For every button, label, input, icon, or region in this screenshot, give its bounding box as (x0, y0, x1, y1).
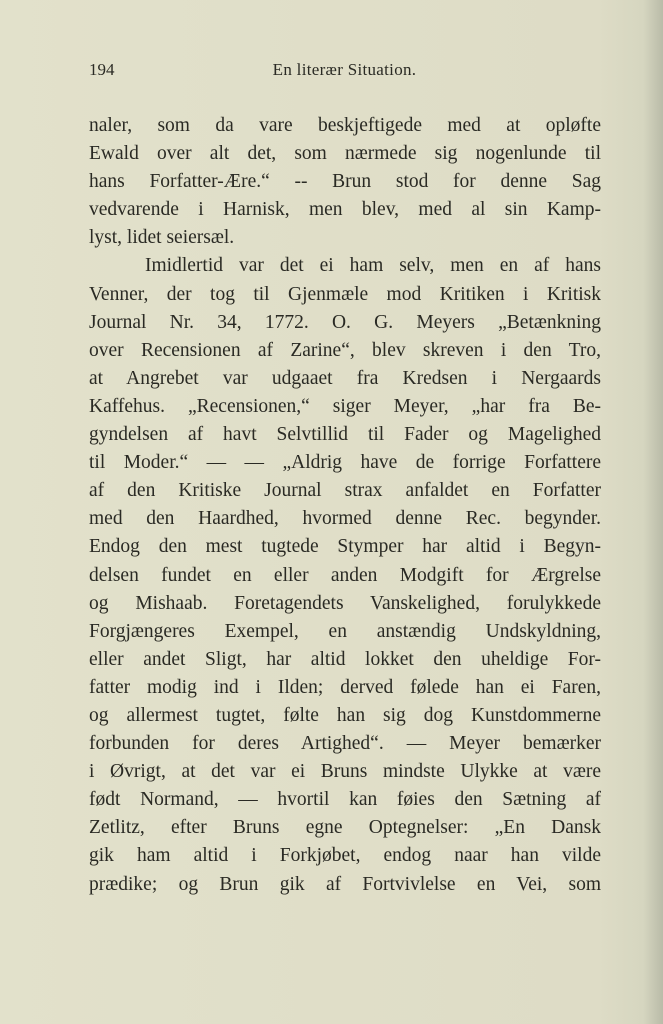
text-line: og allermest tugtet, følte han sig dog Kunstdommerne (89, 704, 601, 726)
text-line: Endog den mest tugtede Stymper har altid i Begyn- (89, 536, 601, 558)
text-line: Venner, der tog til Gjenmæle mod Kritiken i Kritisk (89, 283, 601, 305)
text-line: at Angrebet var udgaaet fra Kredsen i Nergaards (89, 367, 601, 389)
text-line: vedvarende i Harnisk, men blev, med al sin Kamp- (89, 199, 601, 221)
running-header (89, 60, 600, 86)
text-line: født Normand, — hvortil kan føies den Sætning af (89, 789, 601, 811)
running-title: En literær Situation. (272, 60, 417, 79)
body-text (89, 112, 601, 899)
text-line: i Øvrigt, at det var ei Bruns mindste Ulykke at være (89, 761, 601, 783)
text-line: over Recensionen af Zarine“, blev skreven i den Tro, (89, 339, 601, 361)
text-line: Forgjængeres Exempel, en anstændig Undskyldning, (89, 620, 601, 642)
text-line: Ewald over alt det, som nærmede sig nogenlunde til (89, 143, 601, 165)
text-line: Kaffehus. „Recensionen,“ siger Meyer, „har fra Be- (89, 395, 601, 417)
text-line: gik ham altid i Forkjøbet, endog naar han vilde (89, 845, 601, 867)
text-line: forbunden for deres Artighed“. — Meyer bemærker (89, 733, 601, 755)
text-line: naler, som da vare beskjeftigede med at opløfte (89, 115, 601, 136)
text-line: og Mishaab. Foretagendets Vanskelighed, forulykkede (89, 592, 601, 614)
text-line: prædike; og Brun gik af Fortvivlelse en Vei, som (89, 873, 601, 895)
text-line: eller andet Sligt, har altid lokket den uheldige For- (89, 648, 601, 670)
text-line: gyndelsen af havt Selvtillid til Fader og Magelighed (89, 424, 601, 446)
text-line: Journal Nr. 34, 1772. O. G. Meyers „Betænkning (89, 311, 601, 333)
page-number: 194 (89, 60, 115, 79)
text-line: hans Forfatter-Ære.“ -- Brun stod for denne Sag (89, 171, 601, 193)
text-line: af den Kritiske Journal strax anfaldet en Forfatter (89, 480, 601, 502)
text-line: Zetlitz, efter Bruns egne Optegnelser: „En Dansk (89, 817, 601, 839)
text-line: fatter modig ind i Ilden; derved følede han ei Faren, (89, 676, 601, 698)
text-line: med den Haardhed, hvormed denne Rec. begynder. (89, 508, 601, 530)
text-line: Imidlertid var det ei ham selv, men en af hans (145, 255, 601, 277)
text-line: til Moder.“ — — „Aldrig have de forrige Forfattere (89, 452, 601, 474)
text-line: delsen fundet en eller anden Modgift for Ærgrelse (89, 564, 601, 586)
text-line: lyst, lidet seiersæl. (89, 227, 235, 249)
